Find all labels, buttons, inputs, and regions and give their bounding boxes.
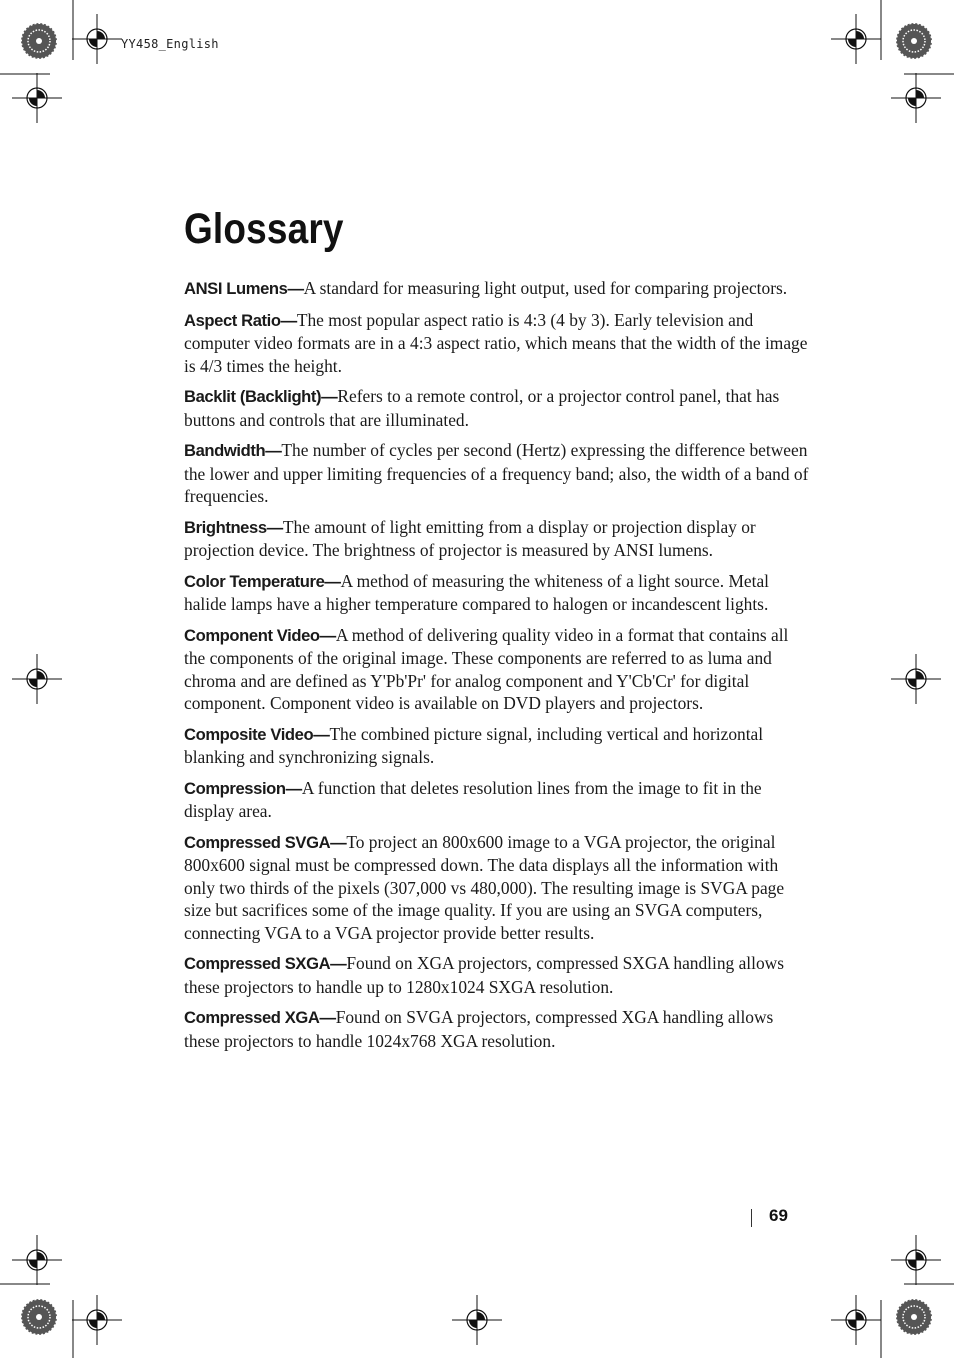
glossary-term: Composite Video—	[184, 724, 330, 744]
glossary-definition: Refers to a remote control, or a projector control panel, that has buttons and controls that are illuminated.	[184, 386, 780, 430]
glossary-definition: The amount of light emitting from a display or projection display or projection device. The brightness of projector is measured by ANSI lumens.	[184, 516, 756, 560]
page-number: 69	[769, 1206, 788, 1225]
glossary-term: ANSI Lumens—	[184, 279, 304, 298]
glossary-definition: Found on XGA projectors, compressed SXGA handling allows these projectors to handle up to 1280x1024 SXGA resolution.	[184, 953, 784, 997]
glossary-term: Backlit (Backlight)—	[184, 387, 338, 406]
glossary-term: Bandwidth—	[184, 441, 282, 460]
print-job-code: YY458_English	[121, 37, 219, 51]
glossary-definition: To project an 800x600 image to a VGA projector, the original 800x600 signal must be compressed down. The data displays all the information with only two thirds of the pixels (307,000 vs 480,000). The resulting image is SVGA page size but sacrifices some of the image quality. If you are using an SVGA computers, connecting VGA to a VGA projector provide better results.	[184, 831, 785, 943]
glossary-definition: Found on SVGA projectors, compressed XGA handling allows these projectors to handle 1024x768 XGA resolution.	[184, 1007, 774, 1051]
glossary-term: Component Video—	[184, 625, 336, 645]
glossary-definition: A function that deletes resolution lines from the image to fit in the display area.	[184, 777, 762, 821]
glossary-definition: A standard for measuring light output, used for comparing projectors.	[303, 278, 788, 298]
glossary-term: Compressed SVGA—	[184, 832, 347, 852]
glossary-definition: The most popular aspect ratio is 4:3 (4 by 3). Early television and computer video formats are in a 4:3 aspect ratio, which means that the width of the image is 4/3 times the height.	[184, 309, 808, 376]
glossary-definition: A method of delivering quality video in a format that contains all the components of the original image. These components are referred to as luma and chroma and are defined as Y'Pb'Pr' for analog component and Y'Cb'Cr' for digital component. Component video is available on DVD players and projectors.	[184, 624, 789, 713]
glossary-term: Compressed XGA—	[184, 1008, 336, 1027]
glossary-definition: The combined picture signal, including vertical and horizontal blanking and synchronizing signals.	[184, 723, 764, 767]
page-title: Glossary	[184, 205, 344, 253]
glossary-term: Compression—	[184, 778, 302, 798]
glossary-definition: A method of measuring the whiteness of a light source. Metal halide lamps have a higher temperature compared to halogen or incandescent lights.	[184, 570, 770, 614]
glossary-term: Color Temperature—	[184, 571, 341, 591]
glossary-term: Brightness—	[184, 517, 283, 537]
glossary-definition: The number of cycles per second (Hertz) expressing the difference between the lower and upper limiting frequencies of a frequency band; also, the width of a band of frequencies.	[184, 440, 809, 506]
glossary-term: Compressed SXGA—	[184, 954, 347, 973]
glossary-term: Aspect Ratio—	[184, 310, 297, 330]
